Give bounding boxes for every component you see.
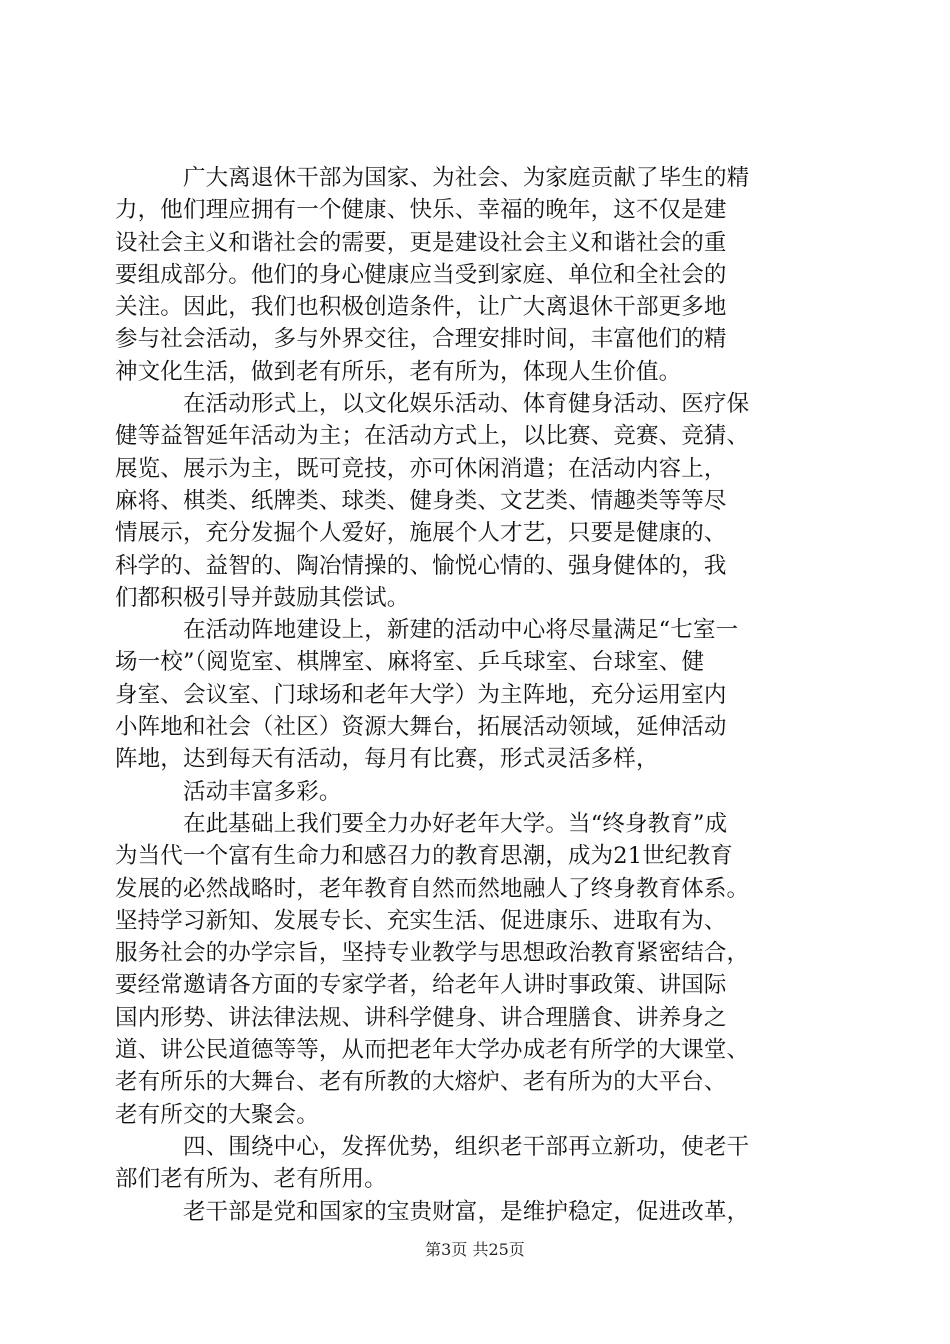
document-body: [115, 162, 840, 1228]
text-line: 神文化生活，做到老有所乐，老有所为，体现人生价值。: [115, 358, 682, 385]
text-line: 小阵地和社会（社区）资源大舞台，拓展活动领域，延伸活动: [115, 714, 727, 741]
text-line: 参与社会活动，多与外界交往，合理安排时间，丰富他们的精: [115, 326, 727, 353]
text-line: 设社会主义和谐社会的需要，更是建设社会主义和谐社会的重: [115, 229, 727, 256]
text-line: 国内形势、讲法律法规、讲科学健身、讲合理膳食、讲养身之: [115, 1004, 727, 1031]
text-line: 力，他们理应拥有一个健康、快乐、幸福的晚年，这不仅是建: [115, 197, 727, 224]
text-line: 服务社会的办学宗旨，坚持专业教学与思想政治教育紧密结合，: [115, 940, 750, 967]
text-line: 麻将、棋类、纸牌类、球类、健身类、文艺类、情趣类等等尽: [115, 487, 727, 514]
text-line: 要组成部分。他们的身心健康应当受到家庭、单位和全社会的: [115, 261, 727, 288]
text-line: 身室、会议室、门球场和老年大学）为主阵地，充分运用室内: [115, 681, 727, 708]
text-line: 部们老有所为、老有所用。: [115, 1166, 387, 1193]
text-line: 要经常邀请各方面的专家学者，给老年人讲时事政策、讲国际: [115, 972, 727, 999]
text-line: 场一校”（阅览室、棋牌室、麻将室、乒乓球室、台球室、健: [115, 649, 705, 676]
text-line: 广大离退休干部为国家、为社会、为家庭贡献了毕生的精: [183, 165, 750, 191]
text-line: 在此基础上我们要全力办好老年大学。当“终身教育”成: [183, 810, 728, 837]
page-footer: 第3页 共25页: [425, 1240, 525, 1259]
text-line: 科学的、益智的、陶冶情操的、愉悦心情的、强身健体的，我: [115, 552, 727, 579]
text-line: 老有所交的大聚会。: [115, 1101, 319, 1128]
text-line: 阵地，达到每天有活动，每月有比赛，形式灵活多样，: [115, 746, 659, 773]
text-line: 们都积极引导并鼓励其偿试。: [115, 584, 410, 611]
text-line: 情展示，充分发掘个人爱好，施展个人才艺，只要是健康的、: [115, 520, 727, 547]
text-line: 为当代一个富有生命力和感召力的教育思潮，成为21世纪教育: [115, 843, 733, 870]
text-line: 四、围绕中心，发挥优势，组织老干部再立新功，使老干: [183, 1133, 750, 1160]
text-line: 在活动形式上，以文化娱乐活动、体育健身活动、医疗保: [183, 391, 750, 418]
text-line: 活动丰富多彩。: [183, 778, 342, 805]
text-line: 健等益智延年活动为主；在活动方式上，以比赛、竞赛、竞猜、: [115, 423, 750, 450]
text-line: 道、讲公民道德等等，从而把老年大学办成老有所学的大课堂、: [115, 1037, 750, 1064]
text-line: 在活动阵地建设上，新建的活动中心将尽量满足“七室一: [183, 617, 739, 644]
text-line: 关注。因此，我们也积极创造条件，让广大离退休干部更多地: [115, 294, 727, 321]
text-line: 老干部是党和国家的宝贵财富，是维护稳定，促进改革，: [183, 1198, 750, 1225]
text-line: 坚持学习新知、发展专长、充实生活、促进康乐、进取有为、: [115, 907, 727, 934]
text-line: 老有所乐的大舞台、老有所教的大熔炉、老有所为的大平台、: [115, 1069, 727, 1096]
text-line: 展览、展示为主，既可竞技，亦可休闲消遣；在活动内容上，: [115, 455, 727, 482]
text-line: 发展的必然战略时，老年教育自然而然地融人了终身教育体系。: [115, 875, 750, 902]
